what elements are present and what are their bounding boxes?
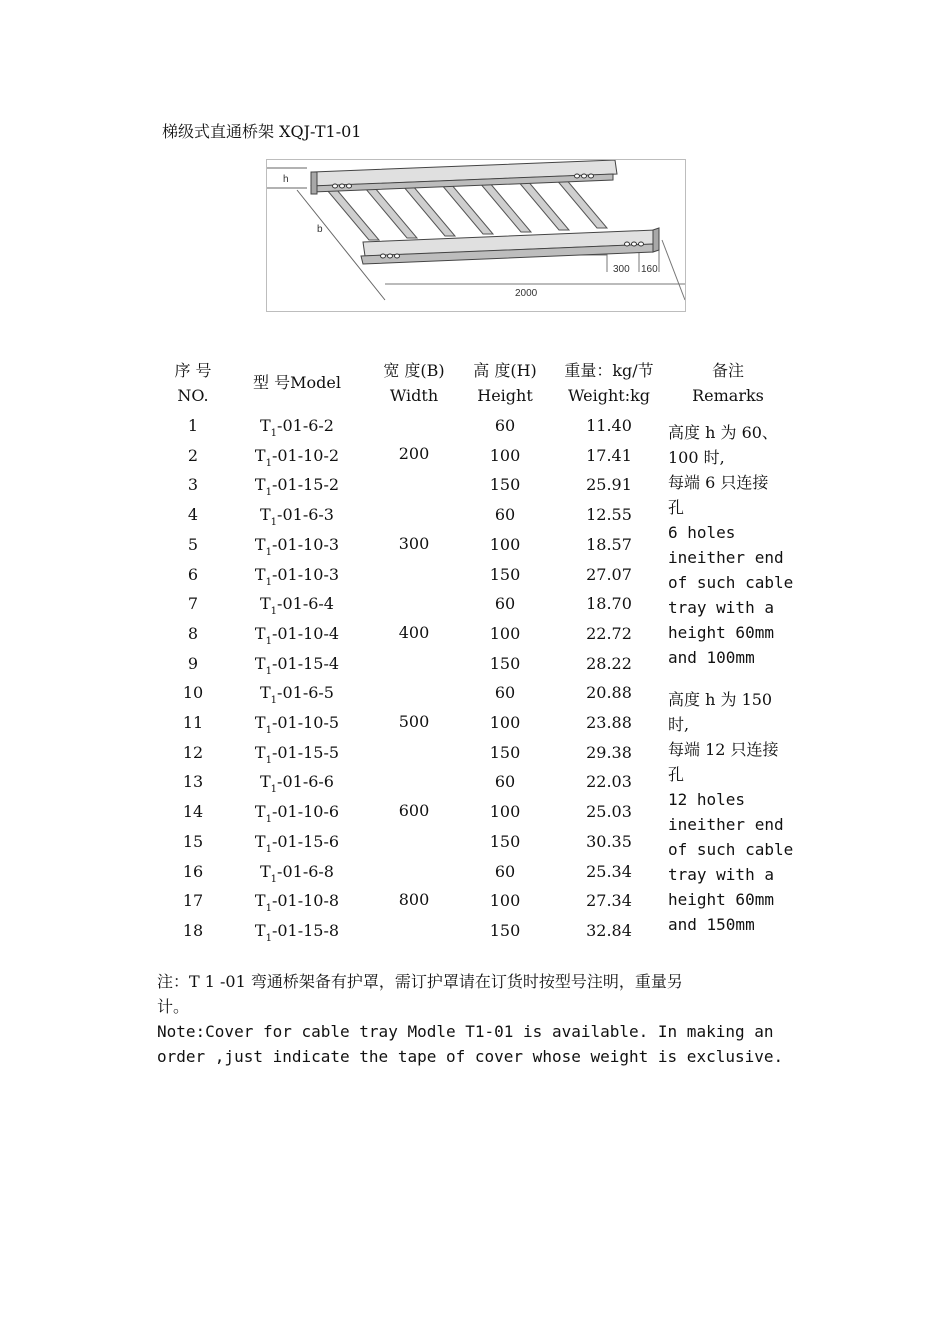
- model-subscript: 1: [270, 874, 278, 885]
- model-subscript: 1: [265, 933, 272, 944]
- header-height: 高 度(H) Height: [473, 361, 537, 405]
- model-suffix: -01-10-3: [271, 535, 340, 554]
- row-model: [237, 862, 357, 885]
- model-suffix: -01-10-6: [271, 802, 340, 821]
- row-model: [237, 505, 357, 528]
- row-model: [237, 921, 357, 944]
- model-suffix: -01-6-8: [277, 862, 334, 881]
- header-no: 序 号 NO.: [174, 361, 212, 405]
- row-no: 3: [187, 475, 199, 494]
- model-suffix: -01-6-6: [277, 772, 334, 791]
- model-prefix: T: [260, 683, 271, 702]
- model-subscript: 1: [265, 577, 272, 588]
- header-model: 型 号Model: [253, 373, 341, 392]
- row-model: [237, 802, 357, 825]
- row-weight: 30.35: [586, 832, 632, 851]
- model-subscript: 1: [265, 844, 272, 855]
- model-subscript: 1: [270, 428, 278, 439]
- header-width: 宽 度(B) Width: [383, 361, 445, 405]
- model-prefix: T: [254, 743, 266, 762]
- dim-300-label: 300: [613, 264, 630, 275]
- row-no: 1: [187, 416, 199, 435]
- model-subscript: 1: [265, 903, 272, 914]
- row-height: 150: [489, 565, 521, 584]
- model-prefix: T: [254, 832, 266, 851]
- row-weight: 27.07: [586, 565, 632, 584]
- model-suffix: -01-10-8: [271, 891, 340, 910]
- row-no: 2: [187, 446, 199, 465]
- cable-tray-drawing: [266, 159, 686, 312]
- dim-160-label: 160: [641, 264, 658, 275]
- model-subscript: 1: [270, 784, 278, 795]
- b-label: b: [317, 224, 323, 235]
- row-weight: 23.88: [586, 713, 632, 732]
- row-weight: 18.57: [586, 535, 632, 554]
- row-height: 150: [489, 832, 521, 851]
- row-weight: 27.34: [586, 891, 632, 910]
- row-weight: 22.72: [586, 624, 632, 643]
- row-no: 4: [187, 505, 199, 524]
- model-subscript: 1: [270, 517, 278, 528]
- row-weight: 17.41: [586, 446, 632, 465]
- model-subscript: 1: [265, 636, 272, 647]
- note-en: Note:Cover for cable tray Modle T1-01 is available. In making an order ,just indicate the tape of cover whose weight is exclusive.: [157, 1022, 784, 1066]
- row-model: [237, 594, 357, 617]
- model-prefix: T: [254, 802, 266, 821]
- model-prefix: T: [260, 594, 271, 613]
- row-model: [237, 743, 357, 766]
- row-no: 11: [182, 713, 204, 732]
- header-remarks: 备注 Remarks: [692, 361, 764, 405]
- model-suffix: -01-15-4: [271, 654, 340, 673]
- row-model: [237, 772, 357, 795]
- row-no: 5: [187, 535, 199, 554]
- row-no: 9: [187, 654, 199, 673]
- model-suffix: -01-10-4: [271, 624, 340, 643]
- model-prefix: T: [254, 565, 266, 584]
- row-no: 12: [182, 743, 204, 762]
- row-no: 14: [182, 802, 204, 821]
- row-height: 100: [489, 446, 521, 465]
- page-title: 梯级式直通桥架 XQJ-T1-01: [162, 122, 362, 141]
- model-suffix: -01-6-4: [277, 594, 334, 613]
- model-subscript: 1: [265, 725, 272, 736]
- model-suffix: -01-15-8: [271, 921, 340, 940]
- model-suffix: -01-10-3: [271, 565, 340, 584]
- remark-block-150: 高度 h 为 150 时, 每端 12 只连接 孔 12 holes ineither end of such cable tray with a height 60mm and 150mm: [668, 690, 794, 934]
- row-model: [237, 891, 357, 914]
- row-height: 60: [494, 772, 516, 791]
- model-prefix: T: [254, 446, 266, 465]
- row-height: 60: [494, 505, 516, 524]
- row-model: [237, 713, 357, 736]
- model-subscript: 1: [265, 814, 272, 825]
- model-suffix: -01-10-5: [271, 713, 340, 732]
- row-model: [237, 475, 357, 498]
- model-suffix: -01-15-6: [271, 832, 340, 851]
- row-no: 8: [187, 624, 199, 643]
- model-prefix: T: [254, 713, 266, 732]
- row-weight: 25.03: [586, 802, 632, 821]
- row-no: 6: [187, 565, 199, 584]
- row-weight: 22.03: [586, 772, 632, 791]
- model-prefix: T: [254, 654, 266, 673]
- notes: [157, 969, 797, 1069]
- h-label: h: [283, 174, 289, 185]
- model-suffix: -01-10-2: [271, 446, 340, 465]
- row-weight: 18.70: [586, 594, 632, 613]
- row-height: 60: [494, 416, 516, 435]
- remark-block-60-100: 高度 h 为 60、 100 时, 每端 6 只连接 孔 6 holes ineither end of such cable tray with a height 60mm and 100mm: [668, 423, 794, 667]
- row-model: [237, 416, 357, 439]
- model-prefix: T: [260, 416, 271, 435]
- width-cell: 800: [398, 890, 430, 909]
- model-subscript: 1: [270, 695, 278, 706]
- row-model: [237, 832, 357, 855]
- row-weight: 12.55: [586, 505, 632, 524]
- row-model: [237, 654, 357, 677]
- row-model: [237, 624, 357, 647]
- model-suffix: -01-6-2: [277, 416, 334, 435]
- model-suffix: -01-15-2: [271, 475, 340, 494]
- model-subscript: 1: [265, 666, 272, 677]
- row-no: 7: [187, 594, 199, 613]
- row-height: 100: [489, 713, 521, 732]
- dim-2000-label: 2000: [515, 288, 538, 299]
- width-cell: 400: [398, 623, 430, 642]
- row-height: 60: [494, 862, 516, 881]
- model-prefix: T: [254, 891, 266, 910]
- row-weight: 25.34: [586, 862, 632, 881]
- row-height: 150: [489, 921, 521, 940]
- model-prefix: T: [254, 624, 266, 643]
- row-model: [237, 535, 357, 558]
- model-subscript: 1: [265, 755, 272, 766]
- row-height: 60: [494, 594, 516, 613]
- model-prefix: T: [254, 921, 266, 940]
- model-prefix: T: [260, 505, 271, 524]
- row-weight: 32.84: [586, 921, 632, 940]
- width-cell: 600: [398, 801, 430, 820]
- row-no: 13: [182, 772, 204, 791]
- width-cell: 500: [398, 712, 430, 731]
- model-suffix: -01-15-5: [271, 743, 340, 762]
- row-height: 150: [489, 743, 521, 762]
- model-subscript: 1: [265, 487, 272, 498]
- row-weight: 20.88: [586, 683, 632, 702]
- row-height: 150: [489, 475, 521, 494]
- width-cell: 300: [398, 534, 430, 553]
- width-cell: 200: [398, 444, 430, 463]
- row-model: [237, 565, 357, 588]
- row-no: 15: [182, 832, 204, 851]
- model-prefix: T: [254, 535, 266, 554]
- row-height: 60: [494, 683, 516, 702]
- model-subscript: 1: [265, 547, 272, 558]
- model-suffix: -01-6-5: [277, 683, 334, 702]
- cable-tray-illustration: [267, 160, 685, 311]
- model-subscript: 1: [265, 458, 272, 469]
- model-prefix: T: [260, 862, 271, 881]
- note-cn: 注：T 1 -01 弯通桥架备有护罩，需订护罩请在订货时按型号注明，重量另 计。: [157, 972, 683, 1016]
- model-subscript: 1: [270, 606, 278, 617]
- row-no: 18: [182, 921, 204, 940]
- row-height: 100: [489, 535, 521, 554]
- row-height: 150: [489, 654, 521, 673]
- row-no: 17: [182, 891, 204, 910]
- row-height: 100: [489, 891, 521, 910]
- header-weight: 重量：kg/节 Weight:kg: [564, 361, 654, 405]
- model-prefix: T: [260, 772, 271, 791]
- model-prefix: T: [254, 475, 266, 494]
- row-no: 10: [182, 683, 204, 702]
- row-model: [237, 446, 357, 469]
- row-weight: 25.91: [586, 475, 632, 494]
- row-weight: 11.40: [586, 416, 632, 435]
- model-suffix: -01-6-3: [277, 505, 334, 524]
- row-model: [237, 683, 357, 706]
- row-weight: 29.38: [586, 743, 632, 762]
- row-no: 16: [182, 862, 204, 881]
- row-weight: 28.22: [586, 654, 632, 673]
- row-height: 100: [489, 802, 521, 821]
- row-height: 100: [489, 624, 521, 643]
